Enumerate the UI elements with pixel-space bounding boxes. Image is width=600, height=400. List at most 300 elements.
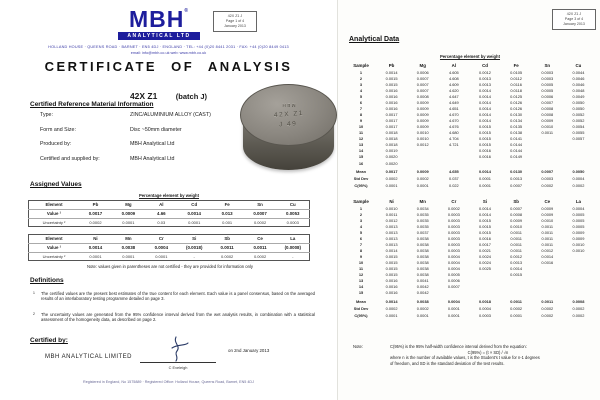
table-cell: 8 xyxy=(359,248,363,254)
table-cell: Mg xyxy=(125,202,132,208)
definition-text: The certified values are the present best estimates of the true content for each element. Each value is a panel consensus, based on the averaged results of an interlaboratory testing programme detailed on page 3. xyxy=(41,291,315,302)
column-header: Cr xyxy=(451,199,457,204)
table-cell: 0.0018 xyxy=(385,142,398,148)
table-cell: 0.0038 xyxy=(416,254,429,260)
product-code: 42X Z1 xyxy=(129,91,158,101)
table-cell: 0.0138 xyxy=(510,130,523,136)
table-cell: 4.680 xyxy=(448,130,459,136)
info-label: Type: xyxy=(40,112,53,118)
table-cell: 10 xyxy=(358,260,364,266)
table-cell: 0.0002 xyxy=(385,176,398,182)
table-cell: Cd xyxy=(191,202,198,208)
badge-page: Page 3 of 4 xyxy=(564,16,584,21)
table-cell: (0.0018) xyxy=(178,243,211,252)
column-header: Ni xyxy=(389,199,394,204)
table-cell: 0.0007 xyxy=(510,183,523,189)
table-cell: 0.0015 xyxy=(385,272,398,278)
table-row xyxy=(346,297,594,305)
table-cell: 0.0012 xyxy=(479,69,491,75)
table-cell: 4.651 xyxy=(448,105,459,111)
table-cell: 0.0015 xyxy=(479,136,491,142)
table-cell: 0.0011 xyxy=(541,298,554,304)
table-cell: 0.0001 xyxy=(479,183,491,189)
table-cell: 0.0016 xyxy=(385,87,398,93)
table-cell: 0.0024 xyxy=(479,260,491,266)
note-line: C(95%) is the 95% half-width confidence interval derived from the equation: xyxy=(390,344,527,349)
definition-item xyxy=(33,291,315,302)
table-cell: 0.022 xyxy=(448,183,459,189)
sample-disc-photo xyxy=(240,84,337,180)
table-cell: 0.0015 xyxy=(479,142,491,148)
table-cell: 0.0001 xyxy=(447,313,460,319)
table-cell: 4.609 xyxy=(448,81,459,87)
table-cell: Std Dev xyxy=(353,306,369,312)
table-cell: 0.0015 xyxy=(479,124,491,130)
table-cell: 0.0017 xyxy=(479,241,491,247)
table-cell: 0.0001 xyxy=(385,313,398,319)
table-cell: 0.0035 xyxy=(416,223,429,229)
table-cell: 0.0001 xyxy=(112,252,145,261)
table-cell: 0.0013 xyxy=(479,75,491,81)
document-title: CERTIFICATE OF ANALYSIS xyxy=(44,59,293,74)
table-cell: 0.0015 xyxy=(385,254,398,260)
table-cell: 4.676 xyxy=(448,124,459,130)
table-cell: 0.0008 xyxy=(541,112,554,118)
table-cell: 0.0008 xyxy=(572,298,585,304)
table-cell: 0.0004 xyxy=(447,254,460,260)
table-cell: 0.0012 xyxy=(385,217,398,223)
table-cell: 0.0002 xyxy=(244,218,277,227)
table-cell: 4 xyxy=(359,87,363,93)
table-cell: 0.0006 xyxy=(541,93,554,99)
table-cell: 0.0014 xyxy=(79,243,112,252)
table-cell: 0.0052 xyxy=(572,112,585,118)
assigned-values-table-2 xyxy=(28,234,310,261)
table-cell: 0.0011 xyxy=(510,248,522,254)
table-cell: 0.0002 xyxy=(572,313,585,319)
table-cell: 2 xyxy=(359,211,363,217)
table-cell: 0.0009 xyxy=(541,118,554,124)
table-cell: 0.0011 xyxy=(211,243,244,252)
table-cell: 0.0050 xyxy=(572,105,585,111)
table-cell: 0.0015 xyxy=(385,81,398,87)
table-cell: Mn xyxy=(125,236,132,242)
signatory-name: C Eveleigh xyxy=(168,365,188,370)
table-cell: Ce xyxy=(257,236,263,242)
table-cell: Ni xyxy=(93,236,98,242)
table-cell: 0.0005 xyxy=(447,272,460,278)
table-cell: 0.0038 xyxy=(416,260,429,266)
info-row-producer xyxy=(40,141,240,147)
table-cell: 0.0003 xyxy=(447,235,460,241)
table-cell: 0.0009 xyxy=(416,99,429,105)
table-cell: 0.0003 xyxy=(541,75,554,81)
table-cell: 0.0050 xyxy=(572,99,585,105)
table-cell: 0.0009 xyxy=(416,112,429,118)
table-cell: 0.0017 xyxy=(385,118,398,124)
table-cell: 9 xyxy=(359,254,363,260)
info-label: Form and Size: xyxy=(40,126,76,133)
table-cell: 0.0010 xyxy=(416,136,429,142)
column-header: Si xyxy=(482,199,488,204)
table-cell: 0.0004 xyxy=(479,306,491,312)
table-cell: 0.0016 xyxy=(479,154,491,160)
table-cell: 0.0007 xyxy=(416,81,429,87)
table-cell: 0.0005 xyxy=(541,87,554,93)
table-row xyxy=(346,305,594,312)
table-cell: 0.0003 xyxy=(447,241,460,247)
table-cell: 0.0141 xyxy=(510,136,523,142)
table-cell: 0.0016 xyxy=(385,99,398,105)
table-cell: 0.0004 xyxy=(145,243,178,252)
table-cell: 0.0017 xyxy=(385,124,398,130)
table-cell: 0.0001 xyxy=(178,218,211,227)
table-cell: 0.0004 xyxy=(447,260,460,266)
table-cell: 0.0014 xyxy=(541,254,554,260)
table-cell: 0.0035 xyxy=(416,217,429,223)
table-cell: 0.0021 xyxy=(479,248,491,254)
table-cell: 0.0048 xyxy=(572,87,585,93)
table-row xyxy=(346,183,594,190)
column-header: Al xyxy=(451,63,457,68)
table-cell: Value ¹ xyxy=(29,243,80,252)
table-cell: 0.0035 xyxy=(416,211,429,217)
table-cell: 0.0024 xyxy=(479,254,491,260)
crm-info-heading: Certified Reference Material Information xyxy=(30,101,154,108)
table-cell: 0.0015 xyxy=(479,229,491,235)
column-header: Pb xyxy=(388,63,395,68)
address-line: HOLLAND HOUSE · QUEENS ROAD · BARNET · EN5 4DJ · ENGLAND · TEL: +44 (0)20 8441 2031 · FAX: +44 (0)20 8449 0413 xyxy=(48,45,289,49)
table-cell: 0.0014 xyxy=(385,248,398,254)
table-cell: 0.0034 xyxy=(416,205,429,211)
table-cell: 0.0126 xyxy=(510,99,523,105)
column-header: Sn xyxy=(544,63,551,68)
table-cell: 0.0002 xyxy=(416,176,429,182)
table-cell: 12 xyxy=(358,136,364,142)
table-cell: 0.0009 xyxy=(112,209,145,218)
page-badge-right xyxy=(552,9,596,30)
table-cell: 0.0011 xyxy=(510,298,522,304)
disc-top-face xyxy=(240,84,337,146)
definition-number: 1 xyxy=(33,291,35,295)
table-cell: 0.0002 xyxy=(385,306,398,312)
table-cell: Cr xyxy=(158,236,164,242)
table-cell: 0.0010 xyxy=(572,248,585,254)
definition-number: 2 xyxy=(33,312,35,316)
table-cell: 0.0052 xyxy=(572,118,585,124)
table-cell: 14 xyxy=(358,148,364,154)
table-cell: 5 xyxy=(359,93,363,99)
info-value: MBH Analytical Ltd xyxy=(130,155,175,162)
table-cell: 6 xyxy=(359,235,363,241)
table-cell: 0.0013 xyxy=(510,260,523,266)
table-cell: 0.001 xyxy=(211,218,244,227)
table-cell: 0.0011 xyxy=(541,229,554,235)
table-cell: 0.0054 xyxy=(572,124,585,130)
table-cell: 0.0046 xyxy=(572,75,585,81)
table-cell: 0.0038 xyxy=(416,298,429,304)
table-cell: Element xyxy=(45,236,63,242)
table-cell: 4.670 xyxy=(448,118,459,124)
note-line: where n is the number of available values, t is the Student's t value for n-1 degrees xyxy=(390,355,540,361)
registered-trademark-icon: ® xyxy=(184,8,190,14)
table-cell: Uncertainty ² xyxy=(29,218,80,227)
definition-item xyxy=(33,312,315,323)
table-cell: 0.0018 xyxy=(385,136,398,142)
table-cell: 0.0012 xyxy=(416,142,429,148)
badge-page: Page 1 of 4 xyxy=(225,18,245,23)
table-cell: 12 xyxy=(358,272,364,278)
table-cell: 0.0105 xyxy=(510,69,523,75)
table-cell: 0.0010 xyxy=(541,124,554,130)
table-cell: 0.0134 xyxy=(510,118,523,124)
table-cell: 0.0001 xyxy=(416,183,429,189)
table-cell: 0.0005 xyxy=(572,223,585,229)
table-cell: 0.0014 xyxy=(510,266,523,272)
table-cell: 0.0003 xyxy=(447,223,460,229)
contact-line: email: info@mbh.co.uk web: www.mbh.co.uk xyxy=(130,51,207,55)
table-cell: 0.0004 xyxy=(447,266,460,272)
table-cell: 0.0018 xyxy=(385,130,398,136)
table-cell: 0.0149 xyxy=(510,154,523,160)
table-cell: 0.0038 xyxy=(416,266,429,272)
crm-info-list xyxy=(40,112,240,170)
table-cell: 0.0013 xyxy=(479,81,491,87)
column-header: Sb xyxy=(513,199,519,204)
table-cell: 0.0020 xyxy=(385,160,398,166)
table-cell: 0.0014 xyxy=(479,112,491,118)
table-cell: 0.0009 xyxy=(416,118,429,124)
table-cell: 0.0016 xyxy=(385,278,398,284)
column-header: Sample xyxy=(353,63,369,68)
table-cell: 13 xyxy=(358,142,364,148)
table-cell: 0.0015 xyxy=(479,223,491,229)
table-cell: 0.0038 xyxy=(416,241,429,247)
info-row-type xyxy=(40,112,240,118)
table-cell: 0.0002 xyxy=(510,306,523,312)
column-header: Fe xyxy=(513,63,519,68)
certification-date: on 2nd January 2013 xyxy=(228,348,270,353)
table-cell: 3 xyxy=(359,81,363,87)
table-cell: 0.0055 xyxy=(572,130,585,136)
table-cell: 0.0013 xyxy=(385,223,398,229)
analytical-data-heading: Analytical Data xyxy=(349,36,400,43)
table-cell: 0.0016 xyxy=(541,260,554,266)
table-cell: 0.0003 xyxy=(447,217,460,223)
table-cell: 0.0017 xyxy=(79,209,112,218)
table-cell: 0.0014 xyxy=(479,118,491,124)
table-cell: 0.0001 xyxy=(416,313,429,319)
table-cell: 0.0019 xyxy=(385,148,398,154)
table-cell: - xyxy=(178,252,211,261)
table-cell: 5 xyxy=(359,229,363,235)
column-header: Ce xyxy=(544,199,551,204)
table-cell: 0.0009 xyxy=(416,124,429,130)
table-cell: 0.0014 xyxy=(385,69,398,75)
table-cell: 0.0001 xyxy=(145,252,178,261)
table-cell: 0.0002 xyxy=(541,313,554,319)
table-cell: 0.0014 xyxy=(479,205,491,211)
disc-engraving: 42X Z1 xyxy=(273,109,304,119)
table-cell: C(95%) xyxy=(354,313,368,319)
table-cell: 0.0002 xyxy=(211,252,244,261)
info-value: MBH Analytical Ltd xyxy=(130,141,175,147)
table-cell: 3 xyxy=(359,217,363,223)
table-cell: 0.0003 xyxy=(447,248,460,254)
table-cell: 0.0002 xyxy=(572,306,585,312)
analytical-table-2 xyxy=(346,198,594,320)
table-cell: 0.0126 xyxy=(510,105,523,111)
table-cell: 0.0007 xyxy=(416,87,429,93)
table-cell: 16 xyxy=(358,160,364,166)
table-cell: 0.0003 xyxy=(479,313,491,319)
table-cell: 0.0011 xyxy=(385,211,398,217)
table-cell: 0.0006 xyxy=(416,69,429,75)
table-cell: 0.0020 xyxy=(385,154,398,160)
table-cell: Element xyxy=(45,202,63,208)
table-cell: 0.0010 xyxy=(416,130,429,136)
table-cell: 15 xyxy=(358,154,364,160)
table-cell: 0.0012 xyxy=(510,254,523,260)
table-cell: 13 xyxy=(358,278,364,284)
table-cell: 0.0011 xyxy=(244,243,277,252)
signature xyxy=(148,334,210,364)
table-cell: 0.0009 xyxy=(510,217,523,223)
table-cell: 15 xyxy=(358,290,364,296)
table-cell: 0.0011 xyxy=(510,241,522,247)
mbh-logo-subtitle: ANALYTICAL LTD xyxy=(118,32,200,41)
table-cell: 0.0014 xyxy=(479,87,491,93)
mbh-logo xyxy=(118,6,200,40)
table-cell: 0.0001 xyxy=(79,252,112,261)
table-cell: 8 xyxy=(359,112,363,118)
table-header-row xyxy=(346,198,594,206)
column-header: Cu xyxy=(575,63,582,68)
table-cell: 2 xyxy=(359,75,363,81)
table-cell: 4.605 xyxy=(448,69,459,75)
table-row xyxy=(29,243,310,252)
table-cell: 0.0016 xyxy=(479,148,491,154)
table-cell: Al xyxy=(159,202,164,208)
table-cell: 0.0001 xyxy=(112,218,145,227)
table-cell: 0.0041 xyxy=(416,278,429,284)
info-value: ZINC/ALUMINIUM ALLOY (CAST) xyxy=(130,112,211,118)
info-row-supplier xyxy=(40,156,240,162)
table-cell: 0.0038 xyxy=(416,235,429,241)
table-cell: 0.0011 xyxy=(541,223,554,229)
table-cell: 0.0002 xyxy=(416,306,429,312)
table-cell: 0.0014 xyxy=(479,105,491,111)
table-cell: 0.0009 xyxy=(572,229,585,235)
table-cell: 0.0007 xyxy=(541,99,554,105)
table-cell: 0.0002 xyxy=(541,183,554,189)
table-cell: 0.0011 xyxy=(510,235,522,241)
table-cell: 0.0044 xyxy=(572,69,585,75)
table-cell: 0.0005 xyxy=(541,81,554,87)
table-cell: Mean xyxy=(356,169,366,174)
table-cell: 0.0003 xyxy=(447,229,460,235)
table-cell: 4.704 xyxy=(448,136,459,142)
table-cell: 0.0038 xyxy=(416,272,429,278)
table-cell: 0.0001 xyxy=(385,183,398,189)
table-cell: 0.0010 xyxy=(541,217,554,223)
table-cell: 0.0003 xyxy=(541,69,554,75)
table-cell: 0.0013 xyxy=(385,241,398,247)
table-cell: 7 xyxy=(359,241,363,247)
table-cell: 0.0011 xyxy=(541,130,554,136)
table-cell: 0.0004 xyxy=(447,298,460,304)
table-cell: Fe xyxy=(224,202,230,208)
table-cell: 0.0008 xyxy=(510,211,523,217)
table-row xyxy=(29,235,310,244)
signature-line xyxy=(140,362,216,363)
table-cell: Cu xyxy=(289,202,296,208)
info-label: Certified and supplied by: xyxy=(40,155,100,162)
page-badge-left xyxy=(213,11,257,32)
table-cell: (0.0008) xyxy=(277,243,310,252)
table-cell: 0.0014 xyxy=(479,99,491,105)
table-cell: 0.0038 xyxy=(112,243,145,252)
table-cell: 0.0016 xyxy=(385,284,398,290)
table-cell: 0.0013 xyxy=(385,235,398,241)
table-cell: 0.0018 xyxy=(479,298,491,304)
table-cell: 11 xyxy=(358,130,364,136)
table-cell: 0.0014 xyxy=(178,209,211,218)
badge-date: January 2013 xyxy=(224,24,246,29)
company-name: MBH ANALYTICAL LIMITED xyxy=(45,354,133,360)
badge-ref: 42X Z1 J xyxy=(227,13,243,18)
table-row xyxy=(29,209,310,218)
column-header: Mn xyxy=(419,199,426,204)
table-cell: 0.0009 xyxy=(541,205,554,211)
table-row xyxy=(29,218,310,227)
table-cell: 0.0010 xyxy=(510,223,523,229)
table-cell: 0.0016 xyxy=(385,93,398,99)
table-cell: 0.0007 xyxy=(416,75,429,81)
table-cell: 0.0002 xyxy=(447,205,460,211)
table-cell: 10 xyxy=(358,124,364,130)
table-cell: 0.0016 xyxy=(385,105,398,111)
table-cell: 0.0003 xyxy=(447,211,460,217)
table-row xyxy=(29,252,310,261)
table-cell: 0.0010 xyxy=(385,205,398,211)
table-cell: 0.0016 xyxy=(385,290,398,296)
table-cell: 0.0057 xyxy=(572,136,585,142)
disc-engraving: MBH xyxy=(281,102,296,108)
table-cell: 0.0009 xyxy=(541,211,554,217)
table-cell: 0.0053 xyxy=(277,209,310,218)
certified-by-heading: Certified by: xyxy=(30,337,68,344)
badge-ref: 42X Z1 J xyxy=(566,11,582,16)
definitions-heading: Definitions xyxy=(30,277,64,284)
table-cell: C(95%) xyxy=(354,183,368,189)
pct-weight-label: Percentage element by weight xyxy=(439,54,501,59)
table-cell: Uncertainty ² xyxy=(29,252,80,261)
table-cell: Si xyxy=(192,236,197,242)
info-value: Disc ~50mm diameter xyxy=(130,126,182,133)
table-cell: 0.0009 xyxy=(416,105,429,111)
table-cell: 0.0002 xyxy=(244,252,277,261)
table-cell: 0.0014 xyxy=(479,169,491,174)
table-cell: 4.66 xyxy=(145,209,178,218)
table-cell: 6 xyxy=(359,99,363,105)
table-cell: 0.0014 xyxy=(479,211,491,217)
table-cell: 0.0015 xyxy=(510,272,523,278)
analytical-data-page xyxy=(337,0,600,400)
table-cell: - xyxy=(277,252,310,261)
table-cell: 4.670 xyxy=(448,112,459,118)
table-cell: 0.0116 xyxy=(510,81,522,87)
